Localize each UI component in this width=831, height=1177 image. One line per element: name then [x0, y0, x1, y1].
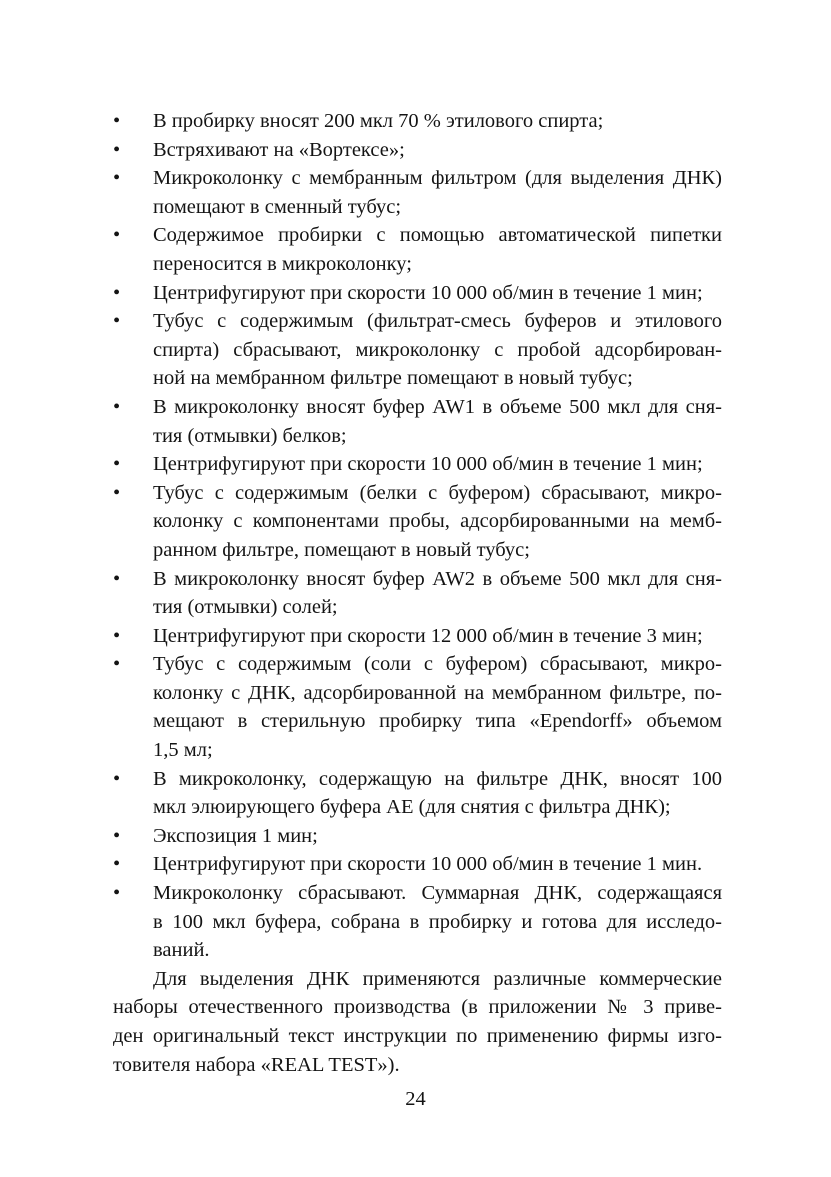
- list-item-line: колонку с компонентами пробы, адсорбированными на мемб-: [153, 510, 722, 533]
- paragraph-line: Для выделения ДНК применяются различные коммерческие: [153, 967, 722, 990]
- bullet-marker: •: [113, 481, 121, 504]
- bullet-marker: •: [113, 138, 121, 161]
- bullet-marker: •: [113, 395, 121, 418]
- paragraph-line: ден оригинальный текст инструкции по применению фирмы изго-: [113, 1025, 722, 1047]
- list-item: [113, 164, 722, 221]
- bullet-marker: •: [113, 853, 121, 876]
- list-item-line: тия (отмывки) солей;: [153, 596, 338, 619]
- paragraph-line: наборы отечественного производства (в приложении № 3 приве-: [113, 996, 722, 1019]
- list-item: [113, 479, 722, 565]
- list-item-line: Центрифугируют при скорости 10 000 об/мин в течение 1 мин.: [153, 853, 703, 876]
- list-item-line: В микроколонку вносят буфер AW2 в объеме 500 мкл для сня-: [153, 567, 722, 590]
- list-item-line: спирта) сбрасывают, микроколонку с пробой адсорбирован-: [153, 338, 722, 361]
- list-item-line: мещают в стерильную пробирку типа «Ependorff» объемом: [153, 710, 722, 733]
- list-item: [113, 221, 722, 278]
- list-item: [113, 565, 722, 622]
- list-item-line: Центрифугируют при скорости 10 000 об/мин в течение 1 мин;: [153, 281, 703, 304]
- list-item-line: В микроколонку вносят буфер AW1 в объеме 500 мкл для сня-: [153, 395, 722, 418]
- list-item: [113, 622, 722, 651]
- list-item: [113, 393, 722, 450]
- bullet-marker: •: [113, 624, 121, 647]
- bullet-marker: •: [113, 453, 121, 476]
- list-item-line: Тубус с содержимым (белки с буфером) сбрасывают, микро-: [153, 481, 722, 504]
- list-item-line: тия (отмывки) белков;: [153, 424, 347, 447]
- list-item-line: Тубус с содержимым (фильтрат-смесь буферов и этилового: [153, 310, 722, 333]
- bullet-marker: •: [113, 567, 121, 590]
- bullet-marker: •: [113, 767, 121, 790]
- closing-paragraph: [113, 965, 722, 1079]
- list-item-line: В пробирку вносят 200 мкл 70 % этилового спирта;: [153, 110, 604, 132]
- list-item: [113, 279, 722, 308]
- list-item-line: ной на мембранном фильтре помещают в новый тубус;: [153, 367, 633, 390]
- procedure-bullet-list: [113, 107, 722, 965]
- bullet-marker: •: [113, 167, 121, 190]
- list-item-line: помещают в сменный тубус;: [153, 195, 402, 218]
- list-item-line: 1,5 мл;: [153, 739, 213, 762]
- list-item-line: Экспозиция 1 мин;: [153, 824, 318, 847]
- list-item: [113, 107, 722, 136]
- bullet-marker: •: [113, 310, 121, 333]
- bullet-marker: •: [113, 653, 121, 676]
- page-number: 24: [405, 1088, 426, 1110]
- list-item: [113, 822, 722, 851]
- list-item: [113, 450, 722, 479]
- list-item: [113, 307, 722, 393]
- list-item-line: мкл элюирующего буфера АЕ (для снятия с фильтра ДНК);: [153, 796, 671, 819]
- bullet-marker: •: [113, 224, 121, 247]
- bullet-marker: •: [113, 824, 121, 847]
- bullet-marker: •: [113, 110, 121, 132]
- list-item: [113, 765, 722, 822]
- list-item: [113, 650, 722, 764]
- list-item-line: Микроколонку сбрасывают. Суммарная ДНК, содержащаяся: [153, 882, 722, 905]
- list-item-line: В микроколонку, содержащую на фильтре ДНК, вносят 100: [153, 767, 722, 790]
- list-item-line: Центрифугируют при скорости 10 000 об/мин в течение 1 мин;: [153, 453, 703, 476]
- list-item-line: Встряхивают на «Вортексе»;: [153, 138, 405, 161]
- list-item-line: ваний.: [153, 939, 210, 962]
- list-item-line: Центрифугируют при скорости 12 000 об/мин в течение 3 мин;: [153, 624, 703, 647]
- list-item-line: в 100 мкл буфера, собрана в пробирку и готова для исследо-: [153, 910, 722, 933]
- list-item-line: Содержимое пробирки с помощью автоматической пипетки: [153, 224, 722, 247]
- bullet-marker: •: [113, 281, 121, 304]
- list-item-line: ранном фильтре, помещают в новый тубус;: [153, 538, 530, 561]
- page-content: [113, 107, 722, 1079]
- list-item: [113, 879, 722, 965]
- list-item: [113, 850, 722, 879]
- bullet-marker: •: [113, 882, 121, 905]
- list-item-line: переносится в микроколонку;: [153, 252, 412, 275]
- list-item: [113, 136, 722, 165]
- list-item-line: колонку с ДНК, адсорбированной на мембранном фильтре, по-: [153, 681, 722, 704]
- paragraph-line: товителя набора «REAL TEST»).: [113, 1053, 400, 1076]
- list-item-line: Микроколонку с мембранным фильтром (для выделения ДНК): [153, 167, 722, 190]
- list-item-line: Тубус с содержимым (соли с буфером) сбрасывают, микро-: [153, 653, 722, 676]
